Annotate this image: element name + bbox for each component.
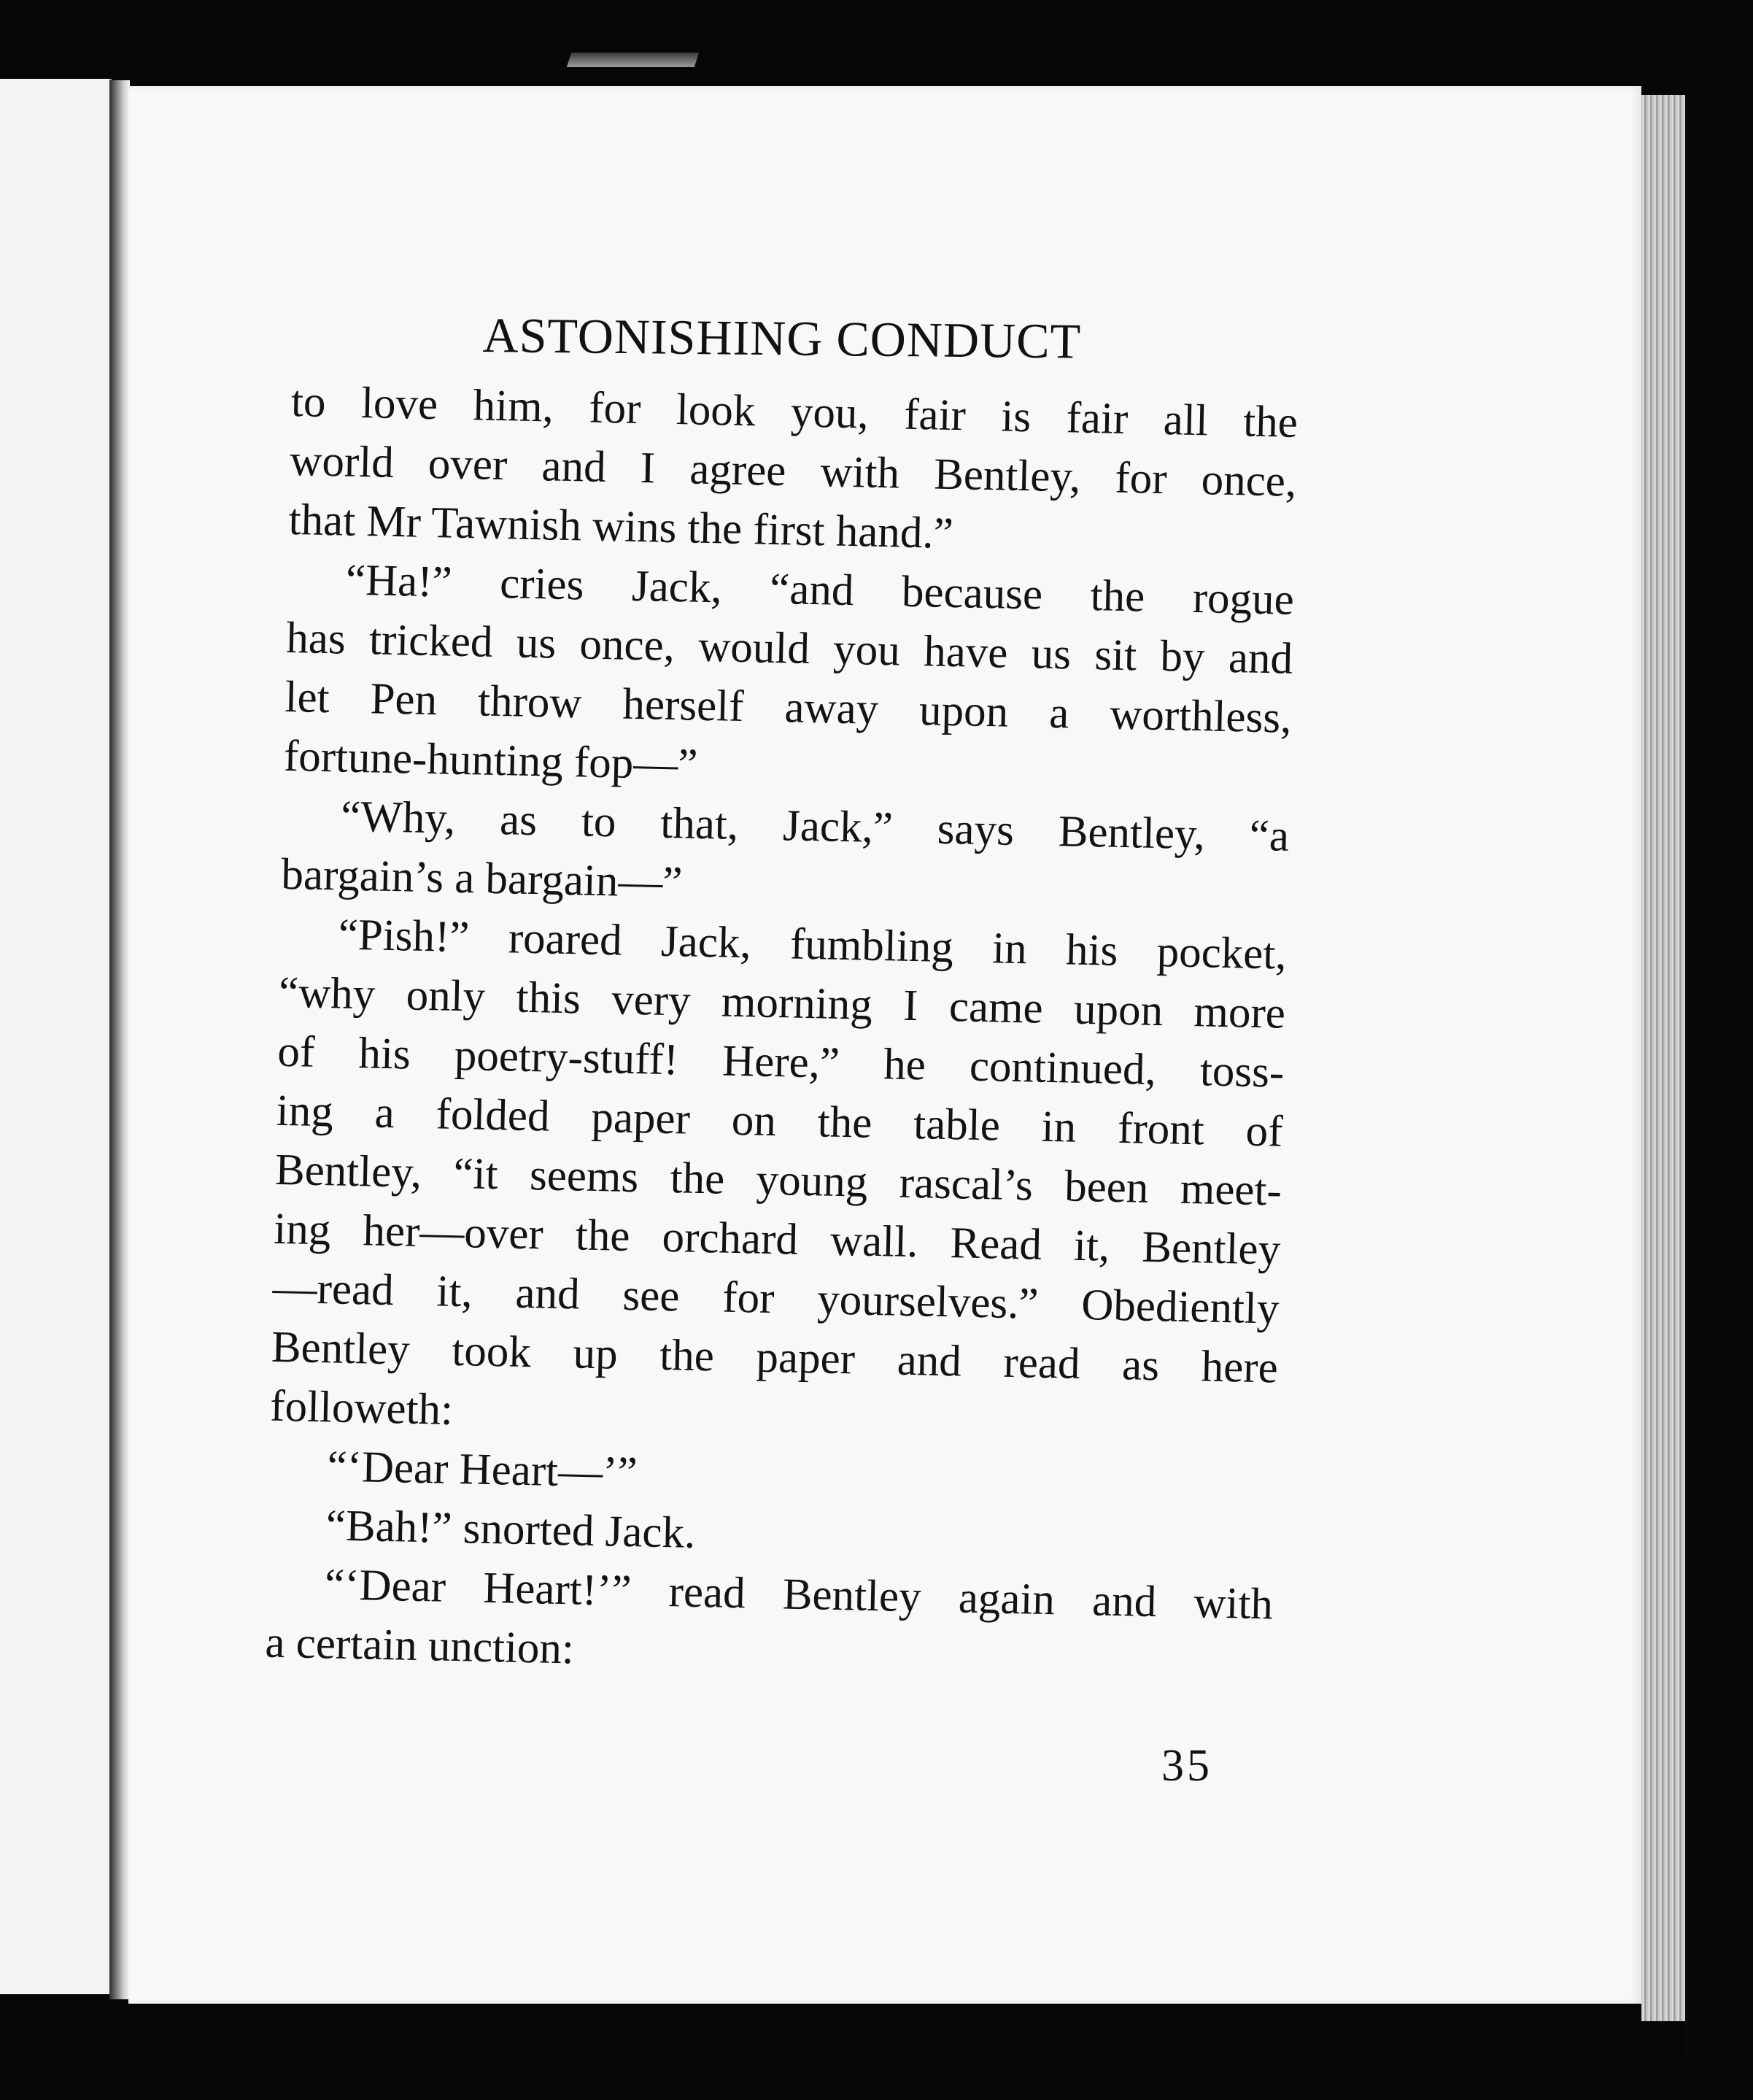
text-line: a certain unction: (264, 1618, 575, 1674)
running-head: ASTONISHING CONDUCT (482, 306, 1082, 369)
text-line: to love him, for look you, fair is fair all the (290, 377, 1299, 447)
text-line: “Bah!” snorted Jack. (325, 1501, 696, 1558)
text-line: has tricked us once, would you have us sit by and (285, 613, 1293, 684)
text-line: “Pish!” roared Jack, fumbling in his pocket, (338, 910, 1288, 979)
text-line: “‘Dear Heart—’” (326, 1442, 638, 1498)
book-gutter (109, 80, 130, 1999)
text-line: —read it, and see for yourselves.” Obediently (272, 1263, 1280, 1334)
left-facing-page-edge (0, 79, 112, 1994)
text-line: “Ha!” cries Jack, “and because the rogue (345, 555, 1295, 625)
text-line: fortune-hunting fop—” (283, 731, 699, 790)
text-line: world over and I agree with Bentley, for once, (289, 436, 1297, 506)
text-line: followeth: (269, 1381, 454, 1435)
scan-background (1685, 88, 1753, 2058)
scan-artifact (567, 53, 699, 67)
text-line: that Mr Tawnish wins the first hand.” (288, 495, 954, 559)
text-line: Bentley, “it seems the young rascal’s been meet- (274, 1145, 1282, 1216)
text-line: “why only this very morning I came upon more (278, 968, 1286, 1038)
text-line: Bentley took up the paper and read as here (271, 1322, 1279, 1393)
text-line: let Pen throw herself away upon a worthless, (284, 672, 1293, 743)
page-edges (1641, 95, 1685, 2021)
text-line: ing her—over the orchard wall. Read it, Bentley (273, 1204, 1281, 1275)
text-line: bargain’s a bargain—” (280, 849, 684, 908)
text-line: of his poetry-stuff! Here,” he continued, toss- (276, 1027, 1285, 1097)
text-line: “‘Dear Heart!’” read Bentley again and with (324, 1560, 1274, 1629)
body-text (265, 372, 1299, 1694)
page-number: 35 (1161, 1741, 1212, 1791)
text-line: “Why, as to that, Jack,” says Bentley, “a (340, 792, 1290, 861)
text-line: ing a folded paper on the table in front of (276, 1086, 1284, 1157)
